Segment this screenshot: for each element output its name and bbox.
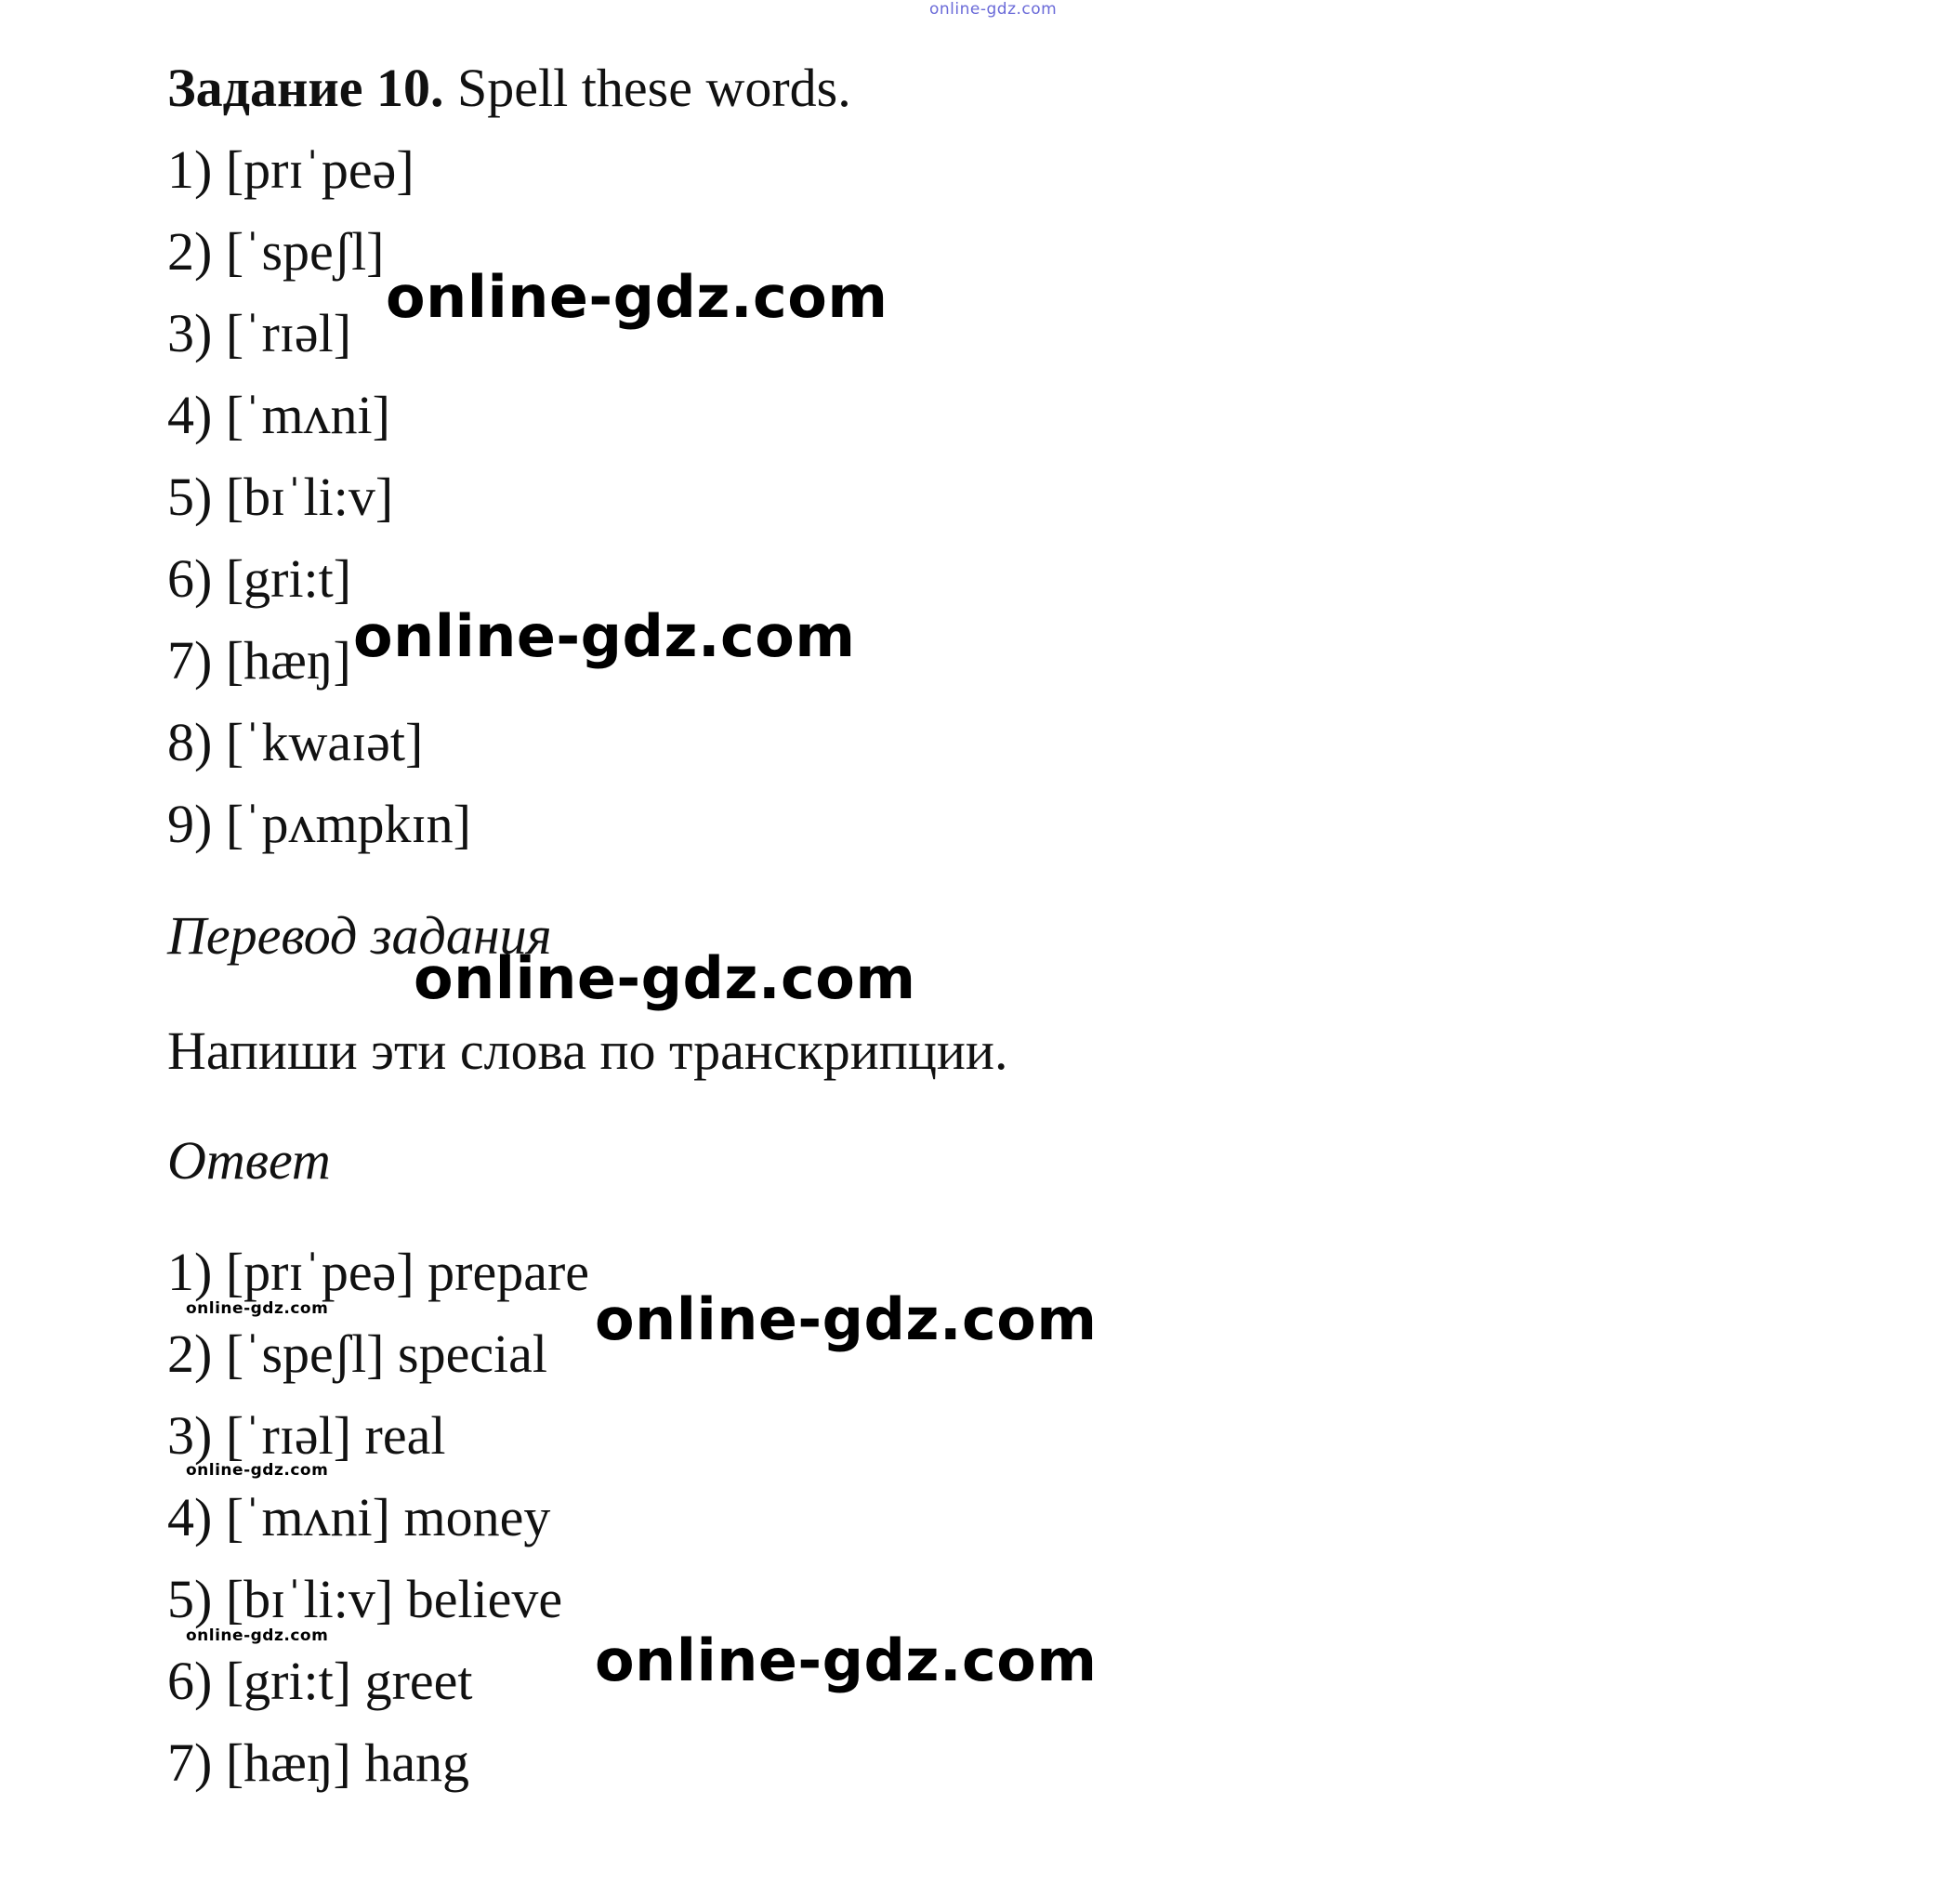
answer-item: 6) [gri:t] greet: [167, 1651, 473, 1711]
answer-item: 4) [ˈmʌni] money: [167, 1487, 551, 1547]
watermark-top: online-gdz.com: [929, 0, 1058, 19]
task-item: 5) [bɪˈli:v]: [167, 467, 394, 527]
translation-text: Напиши эти слова по транскрипции.: [167, 1020, 1008, 1081]
task-item: 9) [ˈpʌmpkɪn]: [167, 794, 471, 854]
task-text: Spell these words.: [457, 58, 851, 118]
answer-item: 5) [bɪˈli:v] believe: [167, 1569, 563, 1629]
task-label: Задание 10.: [167, 58, 444, 118]
task-item: 4) [ˈmʌni]: [167, 385, 390, 445]
answer-item: 1) [prɪˈpeə] prepare: [167, 1242, 590, 1302]
watermark-small: online-gdz.com: [186, 1626, 329, 1645]
task-item: 8) [ˈkwaɪət]: [167, 712, 424, 772]
task-item: 7) [hæŋ]: [167, 630, 351, 691]
answer-item: 2) [ˈspeʃl] special: [167, 1323, 548, 1384]
task-item: 6) [gri:t]: [167, 548, 352, 609]
watermark-small: online-gdz.com: [186, 1461, 329, 1480]
watermark: online-gdz.com: [595, 1626, 1098, 1694]
answer-item: 7) [hæŋ] hang: [167, 1732, 470, 1793]
answer-heading: Ответ: [167, 1130, 331, 1191]
watermark: online-gdz.com: [414, 944, 916, 1012]
task-item: 2) [ˈspeʃl]: [167, 221, 385, 282]
translation-heading: Перевод задания: [167, 905, 552, 966]
watermark: online-gdz.com: [595, 1285, 1098, 1353]
watermark: online-gdz.com: [353, 602, 856, 670]
answer-item: 3) [ˈrɪəl] real: [167, 1405, 446, 1466]
watermark-small: online-gdz.com: [186, 1299, 329, 1318]
task-item: 1) [prɪˈpeə]: [167, 139, 414, 200]
watermark: online-gdz.com: [386, 263, 888, 331]
task-item: 3) [ˈrɪəl]: [167, 303, 352, 363]
task-title: [167, 56, 851, 121]
